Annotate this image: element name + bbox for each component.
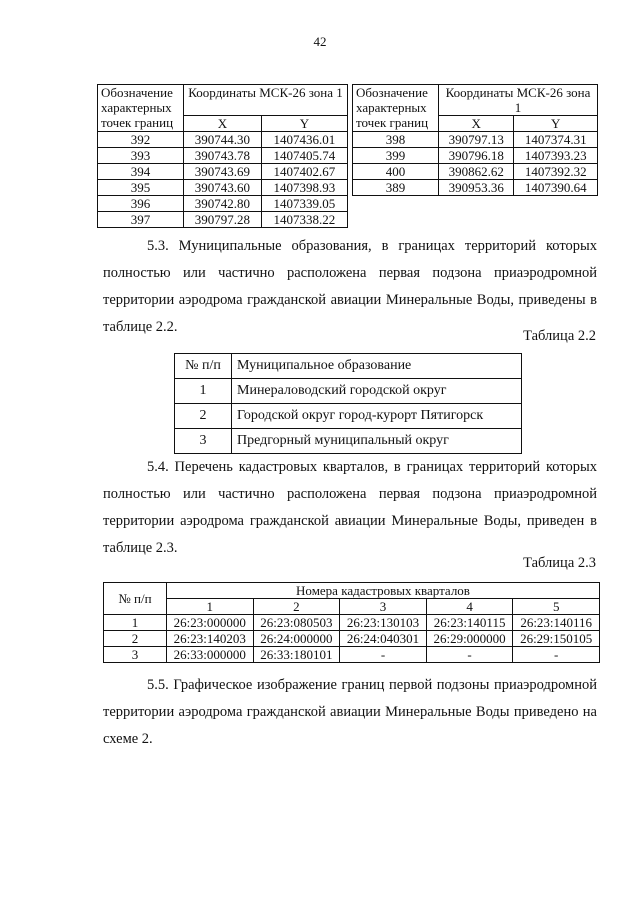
y-cell: 1407402.67 xyxy=(261,164,347,180)
table-2-3-caption: Таблица 2.3 xyxy=(523,555,596,571)
table-row xyxy=(353,132,598,148)
paragraph-5-3 xyxy=(103,233,597,341)
table-row xyxy=(175,379,522,404)
row-number: 1 xyxy=(104,615,167,631)
paragraph-5-5 xyxy=(103,672,597,753)
point-cell: 389 xyxy=(353,180,439,196)
table-row xyxy=(104,631,600,647)
y-cell: 1407436.01 xyxy=(261,132,347,148)
cadastral-cell: 26:29:150105 xyxy=(513,631,600,647)
table-row xyxy=(353,164,598,180)
point-cell: 393 xyxy=(98,148,184,164)
table-row xyxy=(98,212,348,228)
table-row xyxy=(98,180,348,196)
cadastral-cell: 26:23:130103 xyxy=(340,615,427,631)
sub-header: 3 xyxy=(340,599,427,615)
row-number: 1 xyxy=(175,379,232,404)
cadastral-cell: 26:24:040301 xyxy=(340,631,427,647)
point-cell: 397 xyxy=(98,212,184,228)
sub-header: 4 xyxy=(426,599,513,615)
cadastral-cell: - xyxy=(340,647,427,663)
x-cell: 390743.78 xyxy=(184,148,262,164)
point-cell: 400 xyxy=(353,164,439,180)
table-row xyxy=(98,164,348,180)
table-2-2-caption: Таблица 2.2 xyxy=(523,328,596,344)
x-cell: 390742.80 xyxy=(184,196,262,212)
y-cell: 1407390.64 xyxy=(514,180,598,196)
y-cell: 1407398.93 xyxy=(261,180,347,196)
row-number: 3 xyxy=(175,429,232,454)
x-cell: 390953.36 xyxy=(439,180,514,196)
row-number: 2 xyxy=(104,631,167,647)
coordinates-header: Координаты МСК-26 зона 1 xyxy=(184,85,348,116)
sub-header: 1 xyxy=(167,599,254,615)
coordinates-table-right xyxy=(352,84,598,196)
point-cell: 395 xyxy=(98,180,184,196)
number-column-header: № п/п xyxy=(175,354,232,379)
point-cell: 399 xyxy=(353,148,439,164)
coordinates-header: Координаты МСК-26 зона 1 xyxy=(439,85,598,116)
cadastral-cell: 26:33:180101 xyxy=(253,647,340,663)
cadastral-cell: 26:23:140116 xyxy=(513,615,600,631)
point-cell: 394 xyxy=(98,164,184,180)
y-cell: 1407374.31 xyxy=(514,132,598,148)
table-row xyxy=(98,196,348,212)
table-row xyxy=(104,615,600,631)
x-cell: 390743.60 xyxy=(184,180,262,196)
row-number: 2 xyxy=(175,404,232,429)
cadastral-cell: 26:23:080503 xyxy=(253,615,340,631)
coordinates-table-left xyxy=(97,84,348,228)
paragraph-text: 5.5. Графическое изображение границ первой подзоны приаэродромной территории аэродрома гражданской авиации Минеральные Воды приведено на схеме 2. xyxy=(103,677,597,747)
y-cell: 1407338.22 xyxy=(261,212,347,228)
municipality-name: Городской округ город-курорт Пятигорск xyxy=(232,404,522,429)
paragraph-text: 5.3. Муниципальные образования, в границах территорий которых полностью или частично расположена первая подзона приаэродромной территории аэродрома гражданской авиации Минеральные Воды, приведены в таблице 2.2. xyxy=(103,238,597,335)
page-number: 42 xyxy=(313,34,327,49)
paragraph-5-4 xyxy=(103,454,597,562)
table-row xyxy=(353,180,598,196)
point-label-header: Обозначение характерных точек границ xyxy=(353,85,439,132)
x-cell: 390744.30 xyxy=(184,132,262,148)
name-column-header: Муниципальное образование xyxy=(232,354,522,379)
y-cell: 1407405.74 xyxy=(261,148,347,164)
paragraph-text: 5.4. Перечень кадастровых кварталов, в границах территорий которых полностью или частично расположена первая подзона приаэродромной территории аэродрома гражданской авиации Минеральные Воды, приведен в таблице 2.3. xyxy=(103,459,597,556)
table-row xyxy=(175,404,522,429)
x-header: X xyxy=(184,116,262,132)
x-cell: 390797.13 xyxy=(439,132,514,148)
sub-header: 5 xyxy=(513,599,600,615)
cadastral-cell: - xyxy=(513,647,600,663)
y-header: Y xyxy=(261,116,347,132)
municipality-name: Минераловодский городской округ xyxy=(232,379,522,404)
cadastral-cell: 26:24:000000 xyxy=(253,631,340,647)
municipality-name: Предгорный муниципальный округ xyxy=(232,429,522,454)
cadastral-cell: 26:23:140203 xyxy=(167,631,254,647)
point-label-header: Обозначение характерных точек границ xyxy=(98,85,184,132)
table-row xyxy=(98,132,348,148)
table-row xyxy=(98,148,348,164)
table-row xyxy=(104,647,600,663)
x-cell: 390862.62 xyxy=(439,164,514,180)
point-cell: 392 xyxy=(98,132,184,148)
y-cell: 1407392.32 xyxy=(514,164,598,180)
y-cell: 1407393.23 xyxy=(514,148,598,164)
sub-header: 2 xyxy=(253,599,340,615)
x-header: X xyxy=(439,116,514,132)
cadastral-cell: - xyxy=(426,647,513,663)
municipalities-table xyxy=(174,353,522,454)
cadastral-quarters-table xyxy=(103,582,600,663)
x-cell: 390743.69 xyxy=(184,164,262,180)
x-cell: 390797.28 xyxy=(184,212,262,228)
point-cell: 398 xyxy=(353,132,439,148)
cadastral-cell: 26:23:000000 xyxy=(167,615,254,631)
point-cell: 396 xyxy=(98,196,184,212)
cadastral-cell: 26:33:000000 xyxy=(167,647,254,663)
number-column-header: № п/п xyxy=(104,583,167,615)
cadastral-cell: 26:29:000000 xyxy=(426,631,513,647)
y-header: Y xyxy=(514,116,598,132)
y-cell: 1407339.05 xyxy=(261,196,347,212)
cadastral-group-header: Номера кадастровых кварталов xyxy=(167,583,600,599)
table-row xyxy=(175,429,522,454)
table-row xyxy=(353,148,598,164)
x-cell: 390796.18 xyxy=(439,148,514,164)
cadastral-cell: 26:23:140115 xyxy=(426,615,513,631)
row-number: 3 xyxy=(104,647,167,663)
